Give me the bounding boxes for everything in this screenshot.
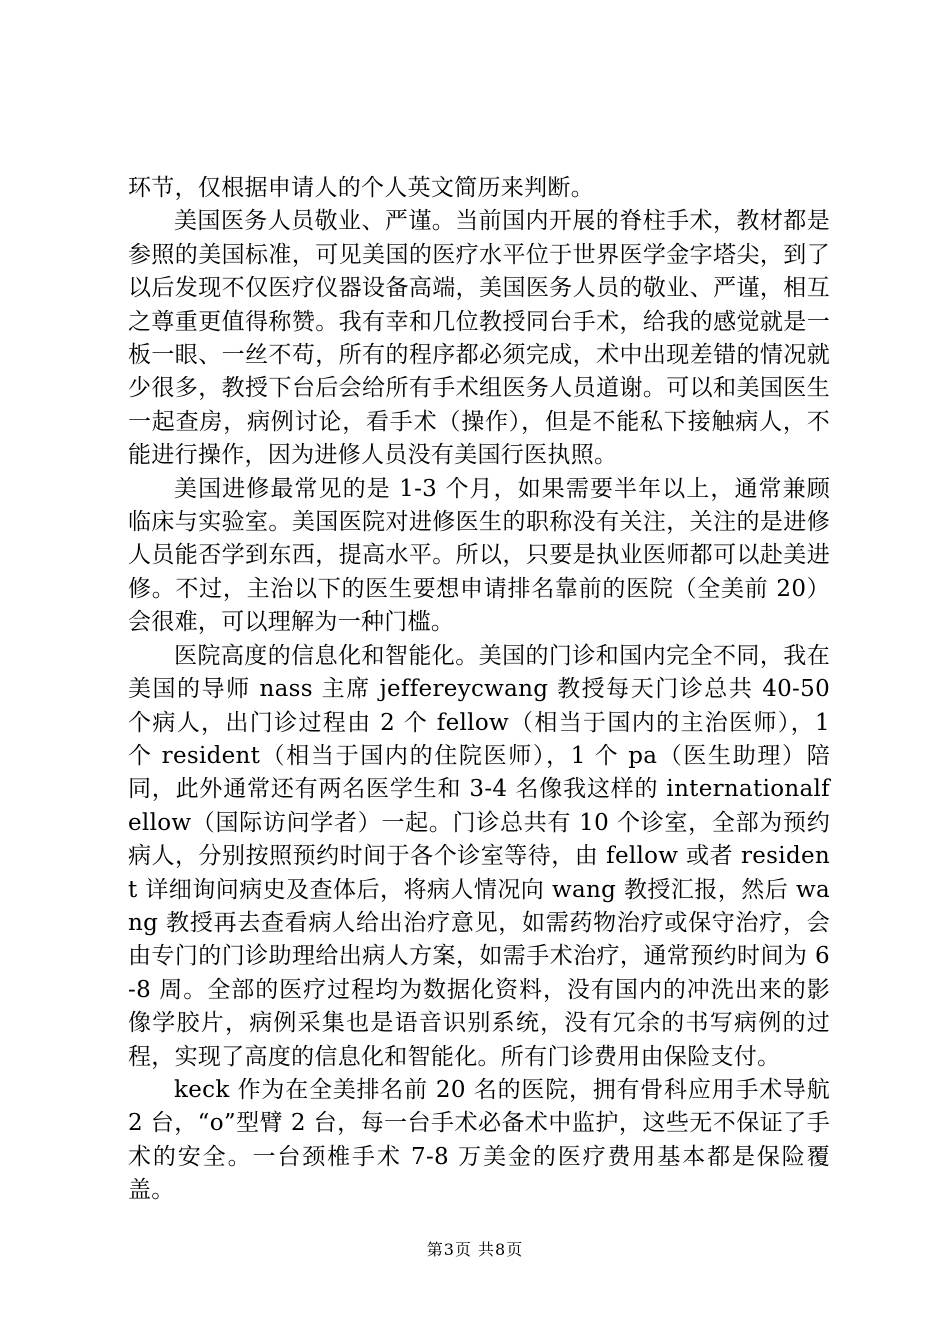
- document-body: [128, 172, 830, 1208]
- paragraph-informatization: 医院高度的信息化和智能化。美国的门诊和国内完全不同，我在美国的导师 nass 主席 jefferеycwang 教授每天门诊总共 40-50 个病人，出门诊过程由 2 个 fellow（相当于国内的主治医师），1 个 resident（相当于国内的住院医师），1 个 pa（医生助理）陪同，此外通常还有两名医学生和 3-4 名像我这样的 internationalfellow（国际访问学者）一起。门诊总共有 10 个诊室，全部为预约病人，分别按照预约时间于各个诊室等待，由 fellow 或者 resident 详细询问病史及查体后，将病人情况向 wang 教授汇报，然后 wang 教授再去查看病人给出治疗意见，如需药物治疗或保守治疗，会由专门的门诊助理给出病人方案，如需手术治疗，通常预约时间为 6-8 周。全部的医疗过程均为数据化资料，没有国内的冲洗出来的影像学胶片，病例采集也是语音识别系统，没有冗余的书写病例的过程，实现了高度的信息化和智能化。所有门诊费用由保险支付。: [128, 642, 830, 1070]
- paragraph-medical-staff: 美国医务人员敬业、严谨。当前国内开展的脊柱手术，教材都是参照的美国标准，可见美国的医疗水平位于世界医学金字塔尖，到了以后发现不仅医疗仪器设备高端，美国医务人员的敬业、严谨，相互之尊重更值得称赞。我有幸和几位教授同台手术，给我的感觉就是一板一眼、一丝不苟，所有的程序都必须完成，术中出现差错的情况就少很多，教授下台后会给所有手术组医务人员道谢。可以和美国医生一起查房，病例讨论，看手术（操作），但是不能私下接触病人，不能进行操作，因为进修人员没有美国行医执照。: [128, 208, 830, 469]
- paragraph-keck-hospital: keck 作为在全美排名前 20 名的医院，拥有骨科应用手术导航 2 台，“o”型臂 2 台，每一台手术必备术中监护，这些无不保证了手术的安全。一台颈椎手术 7-8 万美金的医疗费用基本都是保险覆盖。: [128, 1076, 830, 1204]
- paragraph-continuation: 环节，仅根据申请人的个人英文简历来判断。: [128, 175, 594, 201]
- page-footer: 第3页 共8页: [426, 1240, 524, 1259]
- paragraph-training-duration: 美国进修最常见的是 1-3 个月，如果需要半年以上，通常兼顾临床与实验室。美国医院对进修医生的职称没有关注，关注的是进修人员能否学到东西，提高水平。所以，只要是执业医师都可以赴美进修。不过，主治以下的医生要想申请排名靠前的医院（全美前 20）会很难，可以理解为一种门槛。: [128, 475, 830, 636]
